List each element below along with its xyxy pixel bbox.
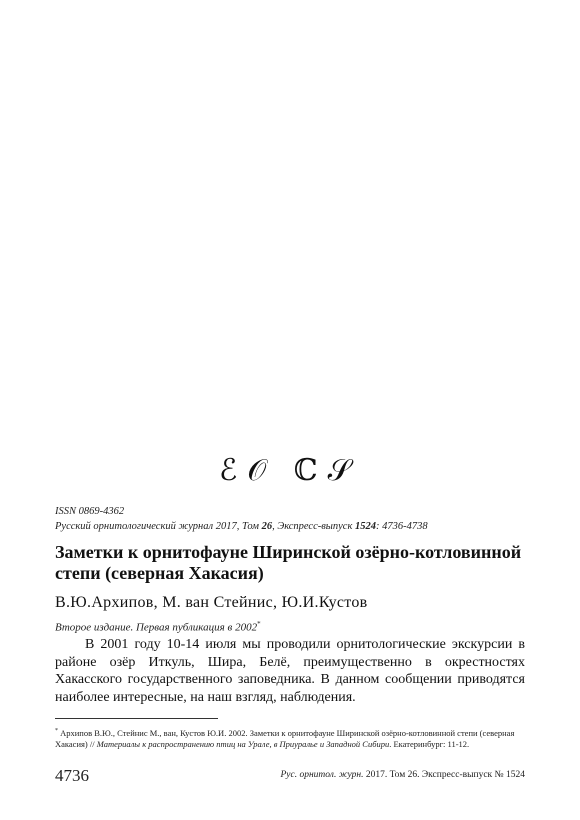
volume: 26 (261, 521, 273, 532)
issue-number: 1524 (355, 521, 377, 532)
edition-text: Второе издание. Первая публикация в 2002 (55, 621, 258, 634)
article-body-paragraph: В 2001 году 10-14 июля мы проводили орнитологические экскурсии в районе озёр Иткуль, Шира, Белё, преимущественно в окрестностях Хакасского государственного заповедника. В данном сообщении приводятся наиболее интересные, на наш взгляд, наблюдения. (55, 637, 525, 705)
journal-citation (55, 519, 428, 534)
footnote-source-end: . Екатеринбург: 11-12. (389, 739, 470, 750)
article-title: Заметки к орнитофауне Ширинской озёрно-котловинной степи (северная Хакасия) (55, 542, 522, 583)
page-number: 4736 (55, 766, 89, 785)
section-ornament: ℰ𝒪 ℂ𝒮 (219, 454, 361, 487)
footnote-citation: Архипов В.Ю., Стейнис М., ван, Кустов Ю.И. 2002. Заметки к орнитофауне Ширинской озёрно-котловинной степи (северная Хакасия) // (55, 727, 515, 750)
journal-metadata (55, 504, 428, 534)
edition-footnote-mark[interactable]: * (257, 620, 261, 628)
footnote-mark: * (55, 728, 58, 734)
issue-text: , Экспресс-выпуск (272, 521, 356, 532)
edition-note (55, 617, 261, 635)
page-range: : 4736-4738 (376, 521, 428, 532)
journal-prefix: Русский орнитологический журнал 2017, Том (55, 521, 262, 532)
article-authors: В.Ю.Архипов, М. ван Стейнис, Ю.И.Кустов (55, 594, 368, 611)
issue-info: 2017. Том 26. Экспресс-выпуск № 1524 (363, 770, 525, 780)
footnote-divider (55, 718, 218, 719)
journal-abbreviation: Рус. орнитол. журн. (280, 770, 364, 780)
footnote (55, 726, 530, 751)
footnote-source-title: Материалы к распространению птиц на Урале, в Приуралье и Западной Сибири (96, 739, 390, 750)
issn: ISSN 0869-4362 (55, 506, 125, 517)
running-footer (280, 769, 525, 782)
